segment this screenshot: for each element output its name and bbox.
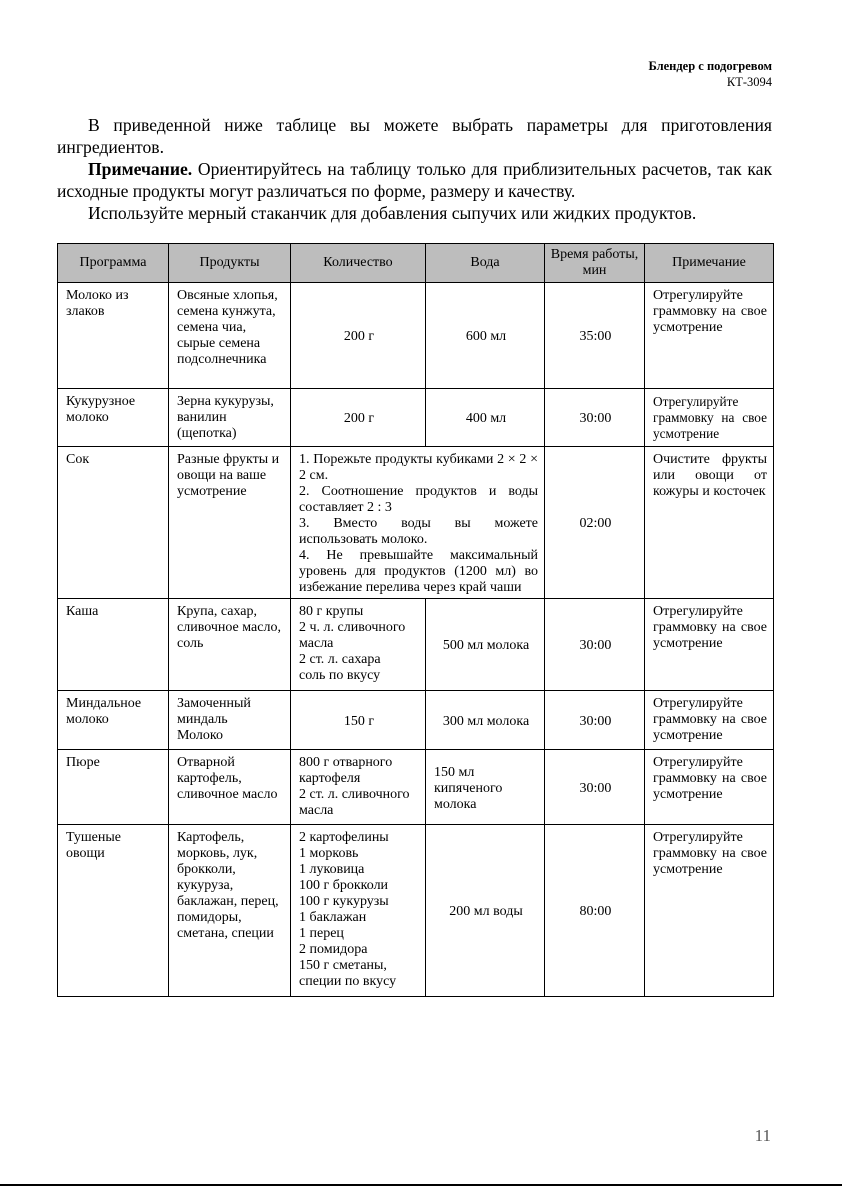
- cell-quantity: 150 г: [291, 691, 426, 750]
- table-row: [58, 825, 774, 997]
- note-text: Ориентируйтесь на таблицу только для приблизительных расчетов, так как исходные продукты могут различаться по форме, размеру и качеству.: [57, 159, 772, 201]
- cell-time: 02:00: [545, 447, 645, 599]
- quantity-line: 100 г брокколи: [299, 878, 389, 893]
- cell-products: Отварной картофель, сливочное масло: [169, 750, 291, 825]
- cell-quantity: [291, 750, 426, 825]
- quantity-line: 1 морковь: [299, 846, 359, 861]
- table-row: [58, 599, 774, 691]
- cell-quantity: [291, 825, 426, 997]
- cell-time: 35:00: [545, 283, 645, 389]
- cell-water: 200 мл воды: [426, 825, 545, 997]
- cell-water: 500 мл молока: [426, 599, 545, 691]
- quantity-line: 1 баклажан: [299, 910, 367, 925]
- page-header: [648, 58, 772, 90]
- header-note: Примечание: [645, 244, 774, 283]
- cell-note: Очистите фрукты или овощи от кожуры и косточек: [645, 447, 774, 599]
- product-title: Блендер с подогревом: [648, 59, 772, 73]
- instruction-step: 1. Порежьте продукты кубиками 2 × 2 × 2 см.: [299, 452, 538, 483]
- cell-program: Сок: [58, 447, 169, 599]
- quantity-line: 800 г отварного картофеля: [299, 755, 393, 786]
- cell-time: 30:00: [545, 389, 645, 447]
- header-quantity: Количество: [291, 244, 426, 283]
- cell-time: 30:00: [545, 750, 645, 825]
- quantity-line: 2 ст. л. сахара: [299, 652, 381, 667]
- cell-products: [169, 691, 291, 750]
- instruction-step: 3. Вместо воды вы можете использовать молоко.: [299, 516, 538, 547]
- cell-note: Отрегулируйте граммовку на свое усмотрение: [645, 283, 774, 389]
- cell-program: Молоко из злаков: [58, 283, 169, 389]
- cell-water: 400 мл: [426, 389, 545, 447]
- cell-program: Тушеные овощи: [58, 825, 169, 997]
- cell-time: 30:00: [545, 599, 645, 691]
- cell-quantity: 200 г: [291, 283, 426, 389]
- header-water: Вода: [426, 244, 545, 283]
- table-header-row: [58, 244, 774, 283]
- note-label: Примечание.: [88, 159, 193, 179]
- cell-time: 30:00: [545, 691, 645, 750]
- cell-program: Каша: [58, 599, 169, 691]
- cell-note: Отрегулируйте граммовку на свое усмотрение: [645, 599, 774, 691]
- cell-note: Отрегулируйте граммовку на свое усмотрение: [645, 389, 774, 447]
- instruction-step: 2. Соотношение продуктов и воды составляет 2 : 3: [299, 484, 538, 515]
- cell-products: Разные фрукты и овощи на ваше усмотрение: [169, 447, 291, 599]
- note-paragraph: [57, 158, 772, 202]
- instruction-step: 4. Не превышайте максимальный уровень для продуктов (1200 мл) во избежание перелива через край чаши: [299, 548, 538, 595]
- cell-program: Кукурузное молоко: [58, 389, 169, 447]
- cell-products: Картофель, морковь, лук, брокколи, кукуруза, баклажан, перец, помидоры, сметана, специи: [169, 825, 291, 997]
- cell-program: Миндальное молоко: [58, 691, 169, 750]
- cell-program: Пюре: [58, 750, 169, 825]
- quantity-line: 2 помидора: [299, 942, 368, 957]
- quantity-line: 2 картофелины: [299, 830, 389, 845]
- cell-instructions: [291, 447, 545, 599]
- product-line: Замоченный миндаль: [177, 696, 251, 727]
- cell-products: Крупа, сахар, сливочное масло, соль: [169, 599, 291, 691]
- measuring-cup-paragraph: Используйте мерный стаканчик для добавления сыпучих или жидких продуктов.: [88, 203, 697, 223]
- quantity-line: 1 перец: [299, 926, 344, 941]
- quantity-line: 80 г крупы: [299, 604, 364, 619]
- page-number: 11: [754, 1126, 771, 1145]
- header-time: Время работы, мин: [545, 244, 645, 283]
- intro-text: [57, 114, 772, 224]
- cell-note: Отрегулируйте граммовку на свое усмотрение: [645, 825, 774, 997]
- cell-note: Отрегулируйте граммовку на свое усмотрение: [645, 691, 774, 750]
- quantity-line: 100 г кукурузы: [299, 894, 389, 909]
- product-model: КТ-3094: [726, 75, 772, 89]
- cell-quantity: [291, 599, 426, 691]
- product-line: Молоко: [177, 728, 223, 743]
- cell-products: Овсяные хлопья, семена кунжута, семена чиа, сырые семена подсолнечника: [169, 283, 291, 389]
- cell-water: 600 мл: [426, 283, 545, 389]
- cell-products: Зерна кукурузы, ванилин (щепотка): [169, 389, 291, 447]
- table-row: [58, 750, 774, 825]
- programs-table: [57, 243, 774, 997]
- table-row: [58, 447, 774, 599]
- bottom-divider: [0, 1184, 842, 1186]
- quantity-line: 2 ст. л. сливочного масла: [299, 787, 410, 818]
- header-program: Программа: [58, 244, 169, 283]
- cell-time: 80:00: [545, 825, 645, 997]
- quantity-line: соль по вкусу: [299, 668, 381, 683]
- cell-quantity: 200 г: [291, 389, 426, 447]
- cell-note: Отрегулируйте граммовку на свое усмотрение: [645, 750, 774, 825]
- table-row: [58, 691, 774, 750]
- table-row: [58, 283, 774, 389]
- table-row: [58, 389, 774, 447]
- quantity-line: 150 г сметаны, специи по вкусу: [299, 958, 397, 989]
- intro-paragraph: В приведенной ниже таблице вы можете выбрать параметры для приготовления ингредиентов.: [57, 115, 772, 157]
- quantity-line: 1 луковица: [299, 862, 365, 877]
- header-products: Продукты: [169, 244, 291, 283]
- cell-water: 300 мл молока: [426, 691, 545, 750]
- cell-water: 150 мл кипяченого молока: [426, 750, 545, 825]
- quantity-line: 2 ч. л. сливочного масла: [299, 620, 406, 651]
